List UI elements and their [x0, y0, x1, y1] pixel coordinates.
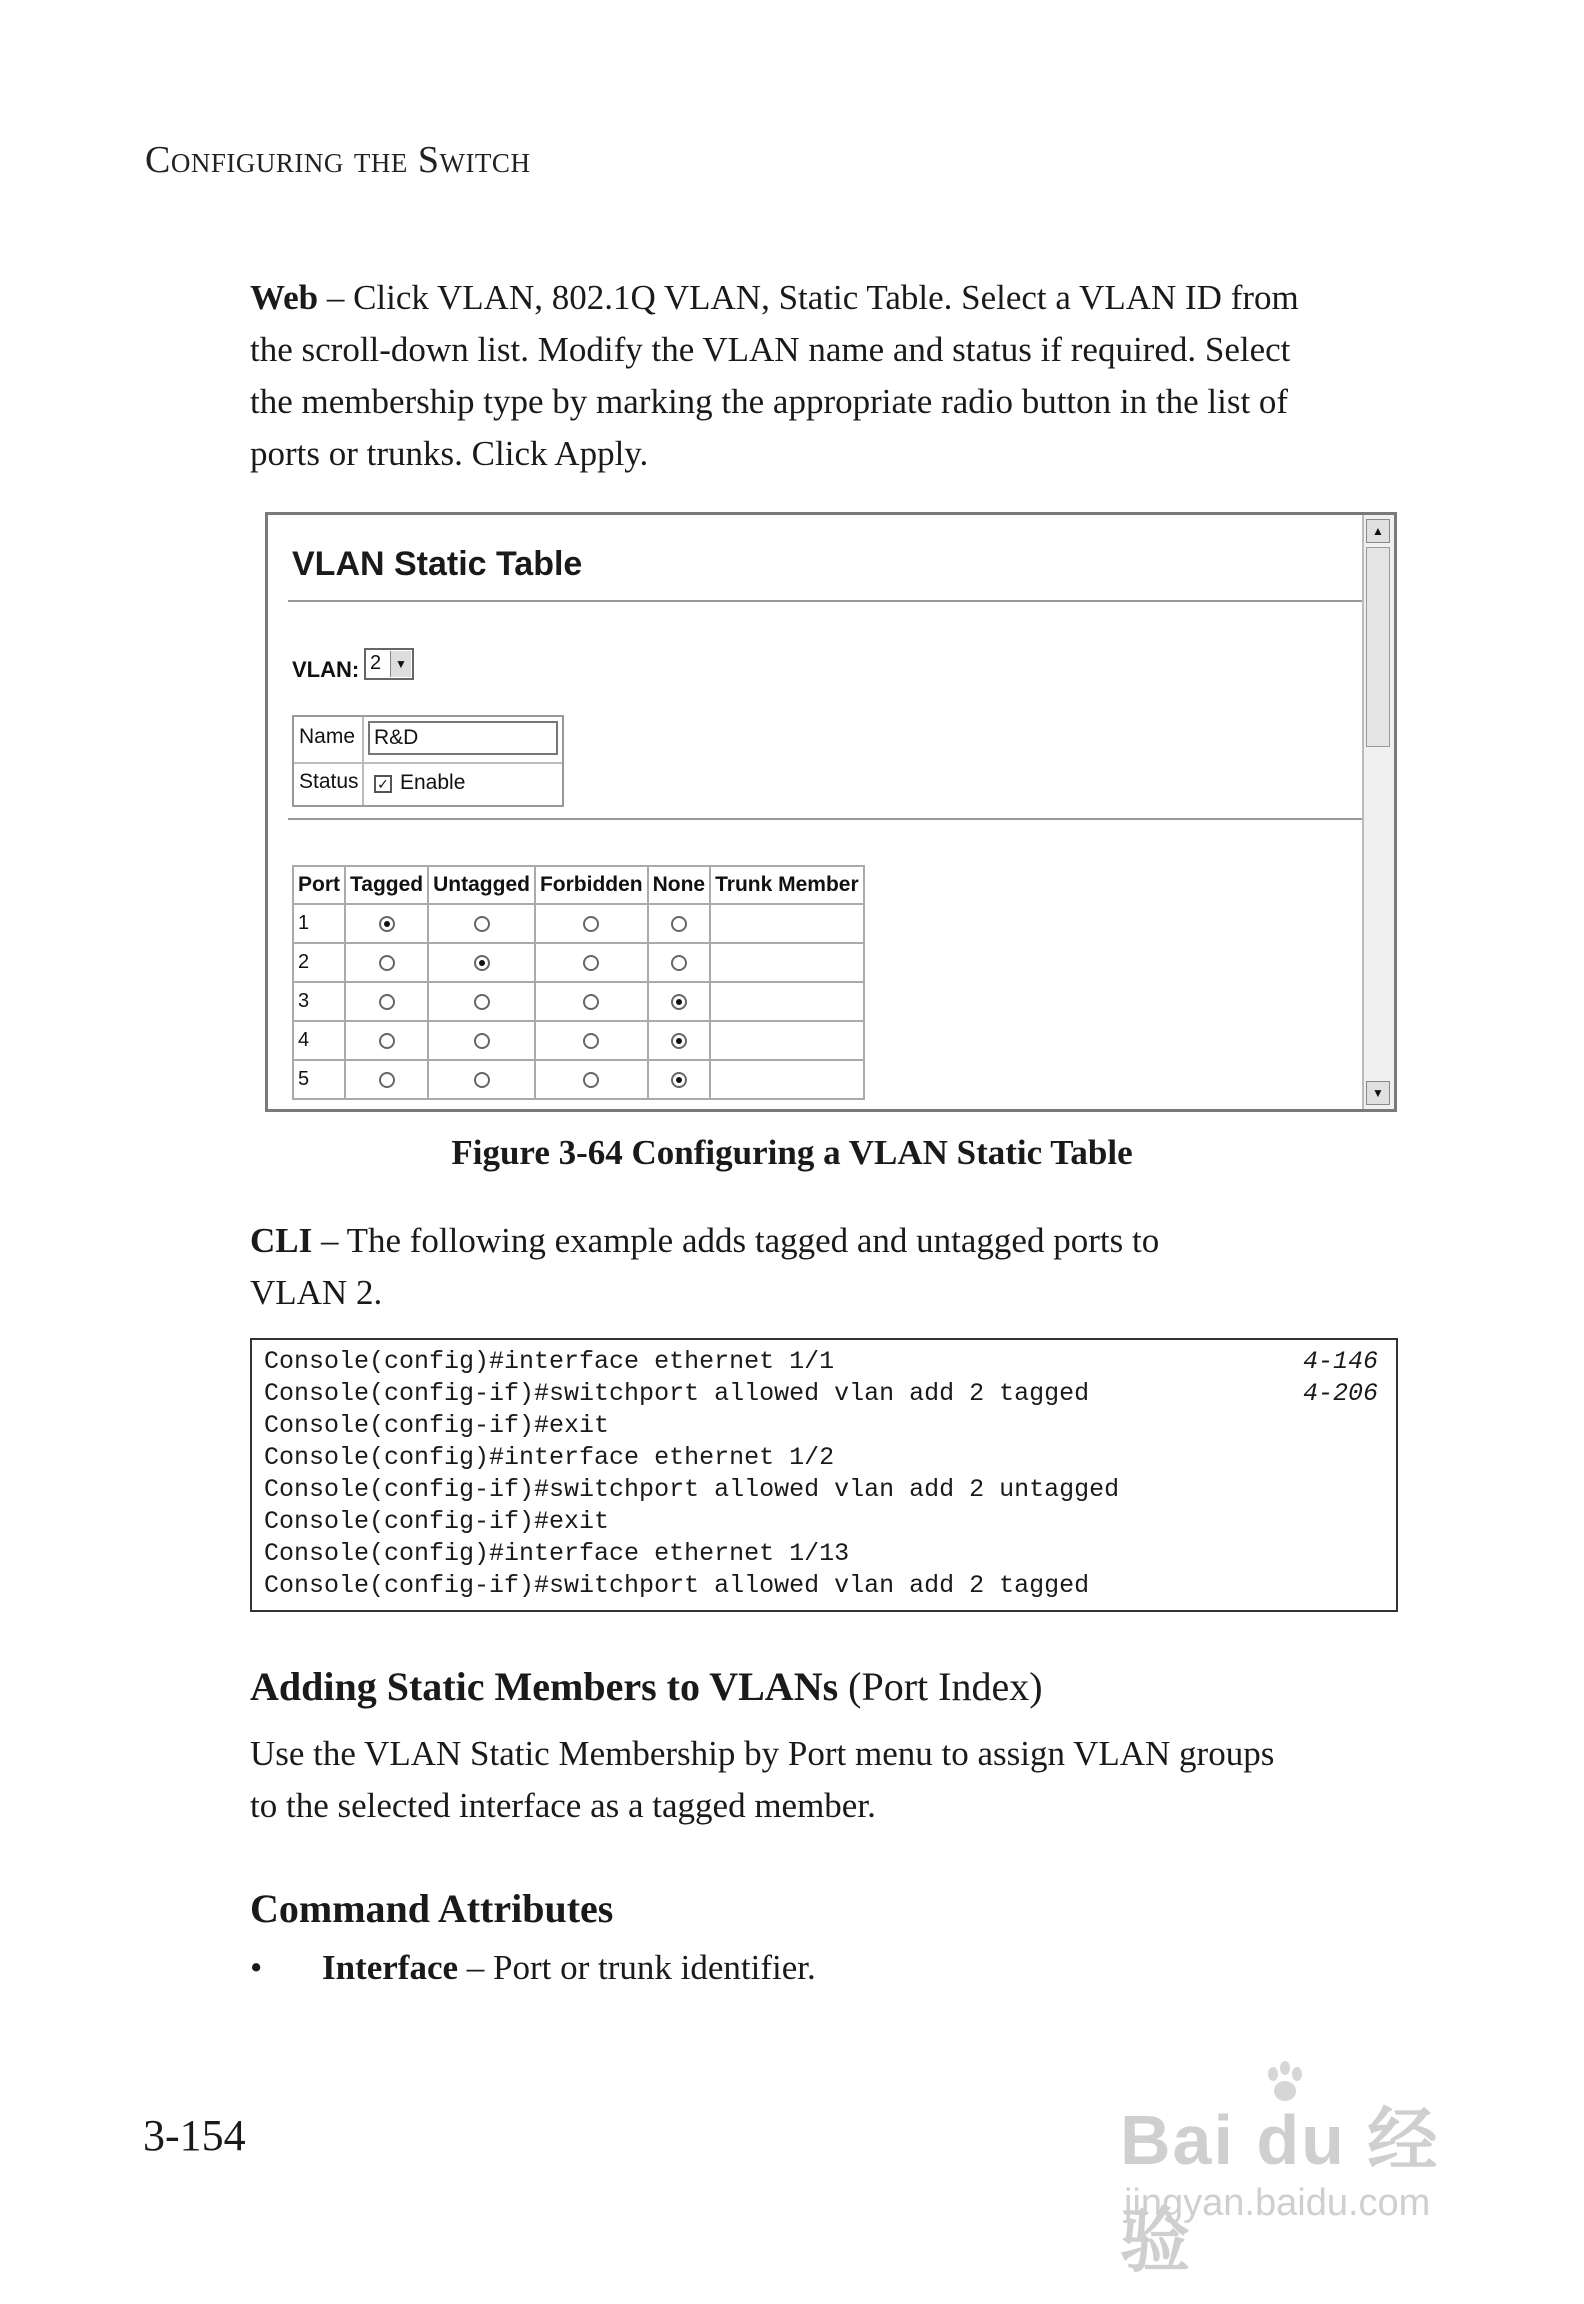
radio-untagged[interactable]	[474, 955, 490, 971]
divider	[362, 717, 364, 805]
code-line: Console(config-if)#switchport allowed vlan add 2 untagged	[264, 1475, 1120, 1504]
table-row	[293, 1021, 864, 1060]
radio-forbidden[interactable]	[583, 1072, 599, 1088]
vlan-name-input[interactable]: R&D	[368, 721, 558, 755]
radio-forbidden[interactable]	[583, 955, 599, 971]
code-page-ref: 4-146	[1302, 1347, 1378, 1376]
col-none: None	[648, 866, 711, 904]
radio-cell	[648, 1060, 711, 1099]
col-forbidden: Forbidden	[535, 866, 648, 904]
divider	[288, 818, 1368, 820]
radio-cell	[428, 943, 535, 982]
web-line-3: the membership type by marking the appropriate radio button in the list of	[250, 382, 1289, 421]
radio-untagged[interactable]	[474, 1072, 490, 1088]
bullet-term: Interface	[322, 1948, 459, 1987]
radio-none[interactable]	[671, 994, 687, 1010]
figure-caption: Figure 3-64 Configuring a VLAN Static Table	[451, 1133, 1133, 1172]
scroll-thumb[interactable]	[1366, 547, 1390, 747]
section-heading	[250, 1663, 1043, 1710]
port-cell: 4	[293, 1021, 345, 1060]
code-line: Console(config-if)#exit	[264, 1507, 610, 1536]
section-heading-bold: Adding Static Members to VLANs	[250, 1664, 839, 1709]
trunk-member-cell	[710, 982, 864, 1021]
watermark-logo: Bai du 经验	[1120, 2101, 1440, 2280]
running-header: Configuring the Switch	[145, 139, 531, 181]
code-line: Console(config-if)#switchport allowed vlan add 2 tagged	[264, 1379, 1090, 1408]
trunk-member-cell	[710, 1060, 864, 1099]
radio-cell	[345, 1021, 428, 1060]
radio-tagged[interactable]	[379, 994, 395, 1010]
radio-tagged[interactable]	[379, 955, 395, 971]
radio-none[interactable]	[671, 916, 687, 932]
radio-tagged[interactable]	[379, 1072, 395, 1088]
port-cell: 2	[293, 943, 345, 982]
radio-none[interactable]	[671, 955, 687, 971]
port-cell: 5	[293, 1060, 345, 1099]
radio-cell	[345, 982, 428, 1021]
divider	[294, 762, 562, 764]
chevron-down-icon[interactable]: ▼	[390, 651, 411, 677]
vlan-static-table-screenshot	[265, 512, 1397, 1112]
radio-cell	[428, 904, 535, 943]
radio-cell	[648, 943, 711, 982]
status-label: Status	[299, 770, 359, 793]
trunk-member-cell	[710, 1021, 864, 1060]
vertical-scrollbar[interactable]	[1362, 515, 1394, 1109]
radio-cell	[535, 943, 648, 982]
web-line-4: ports or trunks. Click Apply.	[250, 434, 649, 473]
radio-cell	[648, 1021, 711, 1060]
cli-line-1: – The following example adds tagged and untagged ports to	[312, 1221, 1160, 1260]
scroll-up-icon[interactable]: ▲	[1366, 519, 1390, 543]
radio-cell	[428, 1060, 535, 1099]
vlan-id-value: 2	[370, 652, 382, 674]
radio-tagged[interactable]	[379, 1033, 395, 1049]
scroll-down-icon[interactable]: ▼	[1366, 1081, 1390, 1105]
cli-line-2: VLAN 2.	[250, 1273, 383, 1312]
cli-code-block	[250, 1338, 1398, 1612]
radio-cell	[535, 904, 648, 943]
web-lead: Web	[250, 278, 319, 317]
radio-forbidden[interactable]	[583, 1033, 599, 1049]
radio-cell	[345, 1060, 428, 1099]
col-port: Port	[293, 866, 345, 904]
code-line: Console(config)#interface ethernet 1/13	[264, 1539, 850, 1568]
table-header-row	[293, 866, 864, 904]
code-page-ref: 4-206	[1302, 1379, 1378, 1408]
watermark-url: jingyan.baidu.com	[1124, 2182, 1431, 2224]
radio-forbidden[interactable]	[583, 994, 599, 1010]
port-membership-table	[292, 865, 865, 1100]
page-number: 3-154	[143, 2111, 246, 2160]
trunk-member-cell	[710, 943, 864, 982]
code-line: Console(config-if)#exit	[264, 1411, 610, 1440]
web-line-1: – Click VLAN, 802.1Q VLAN, Static Table. Select a VLAN ID from	[318, 278, 1299, 317]
section-line-1: Use the VLAN Static Membership by Port menu to assign VLAN groups	[250, 1734, 1275, 1773]
radio-untagged[interactable]	[474, 994, 490, 1010]
trunk-member-cell	[710, 904, 864, 943]
radio-untagged[interactable]	[474, 1033, 490, 1049]
table-row	[293, 943, 864, 982]
port-cell: 3	[293, 982, 345, 1021]
radio-cell	[535, 1060, 648, 1099]
name-label: Name	[299, 725, 356, 748]
enable-checkbox[interactable]: ✓	[374, 775, 392, 793]
radio-cell	[535, 982, 648, 1021]
radio-cell	[428, 1021, 535, 1060]
radio-none[interactable]	[671, 1033, 687, 1049]
radio-cell	[428, 982, 535, 1021]
section-paragraph	[250, 1728, 1400, 1832]
col-tagged: Tagged	[345, 866, 428, 904]
divider	[288, 600, 1368, 602]
port-cell: 1	[293, 904, 345, 943]
web-paragraph	[250, 272, 1400, 480]
radio-tagged[interactable]	[379, 916, 395, 932]
radio-cell	[648, 982, 711, 1021]
figure-title: VLAN Static Table	[292, 545, 583, 583]
attributes-heading: Command Attributes	[250, 1886, 614, 1931]
radio-cell	[345, 904, 428, 943]
section-heading-rest: (Port Index)	[838, 1664, 1043, 1709]
bullet-text	[322, 1948, 816, 1988]
radio-none[interactable]	[671, 1072, 687, 1088]
radio-cell	[648, 904, 711, 943]
code-line: Console(config-if)#switchport allowed vlan add 2 tagged	[264, 1571, 1090, 1600]
bullet-dot: •	[250, 1948, 263, 1987]
radio-forbidden[interactable]	[583, 916, 599, 932]
radio-cell	[345, 943, 428, 982]
vlan-properties-box	[292, 715, 564, 807]
code-line: Console(config)#interface ethernet 1/1	[264, 1347, 835, 1376]
table-row	[293, 982, 864, 1021]
radio-cell	[535, 1021, 648, 1060]
baidu-watermark	[1118, 2060, 1498, 2280]
enable-label: Enable	[400, 771, 466, 794]
web-line-2: the scroll-down list. Modify the VLAN name and status if required. Select	[250, 330, 1291, 369]
radio-untagged[interactable]	[474, 916, 490, 932]
vlan-id-select[interactable]	[364, 648, 414, 680]
section-line-2: to the selected interface as a tagged member.	[250, 1786, 876, 1825]
col-trunk-member: Trunk Member	[710, 866, 864, 904]
vlan-label: VLAN:	[292, 657, 360, 682]
cli-paragraph	[250, 1215, 1400, 1319]
code-line: Console(config)#interface ethernet 1/2	[264, 1443, 835, 1472]
cli-lead: CLI	[250, 1221, 313, 1260]
table-row	[293, 1060, 864, 1099]
bullet-description: – Port or trunk identifier.	[458, 1948, 816, 1987]
col-untagged: Untagged	[428, 866, 535, 904]
table-row	[293, 904, 864, 943]
